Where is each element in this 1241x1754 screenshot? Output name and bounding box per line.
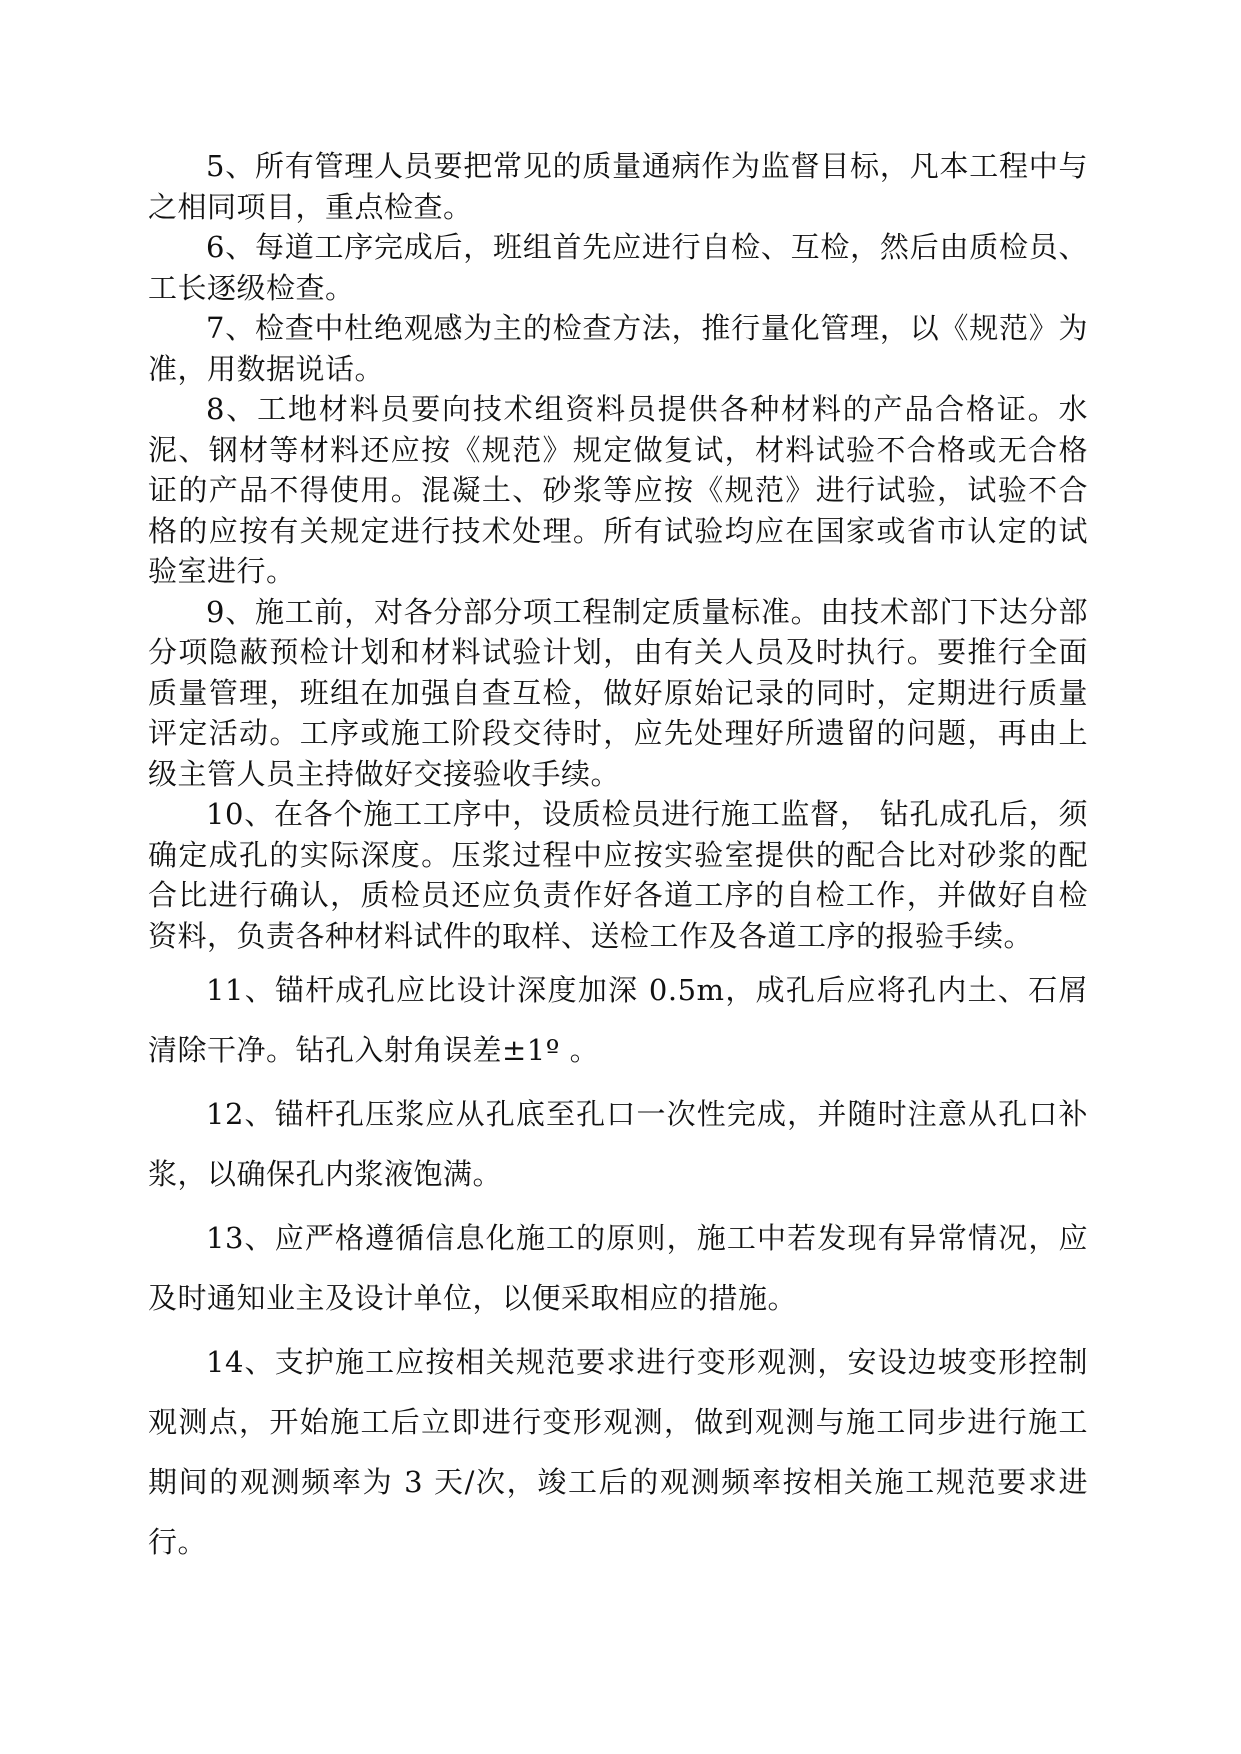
paragraph-11: 11、锚杆成孔应比设计深度加深 0.5m，成孔后应将孔内土、石屑清除干净。钻孔入射角误差±1º 。	[148, 973, 1088, 1067]
paragraph-13: 13、应严格遵循信息化施工的原则，施工中若发现有异常情况，应及时通知业主及设计单位，以便采取相应的措施。	[148, 1221, 1088, 1315]
paragraph-12: 12、锚杆孔压浆应从孔底至孔口一次性完成，并随时注意从孔口补浆，以确保孔内浆液饱满。	[148, 1097, 1088, 1191]
paragraph-10: 10、在各个施工工序中，设质检员进行施工监督， 钻孔成孔后，须确定成孔的实际深度。压浆过程中应按实验室提供的配合比对砂浆的配合比进行确认，质检员还应负责作好各道工序的自检工作，并做好自检资料，负责各种材料试件的取样、送检工作及各道工序的报验手续。	[148, 797, 1088, 953]
paragraph-8: 8、工地材料员要向技术组资料员提供各种材料的产品合格证。水泥、钢材等材料还应按《规范》规定做复试，材料试验不合格或无合格证的产品不得使用。混凝土、砂浆等应按《规范》进行试验，试验不合格的应按有关规定进行技术处理。所有试验均应在国家或省市认定的试验室进行。	[148, 392, 1088, 588]
document-body	[148, 146, 1088, 1572]
paragraph-9: 9、施工前，对各分部分项工程制定质量标准。由技术部门下达分部分项隐蔽预检计划和材料试验计划，由有关人员及时执行。要推行全面质量管理，班组在加强自查互检，做好原始记录的同时，定期进行质量评定活动。工序或施工阶段交待时，应先处理好所遗留的问题，再由上级主管人员主持做好交接验收手续。	[148, 594, 1088, 791]
paragraph-5: 5、所有管理人员要把常见的质量通病作为监督目标，凡本工程中与之相同项目，重点检查。	[148, 149, 1088, 224]
paragraph-7: 7、检查中杜绝观感为主的检查方法，推行量化管理，以《规范》为准，用数据说话。	[148, 311, 1088, 386]
paragraph-6: 6、每道工序完成后，班组首先应进行自检、互检，然后由质检员、工长逐级检查。	[148, 230, 1088, 305]
paragraph-14: 14、支护施工应按相关规范要求进行变形观测，安设边坡变形控制观测点，开始施工后立即进行变形观测，做到观测与施工同步进行施工期间的观测频率为 3 天/次，竣工后的观测频率按相关施工规范要求进行。	[148, 1345, 1088, 1559]
